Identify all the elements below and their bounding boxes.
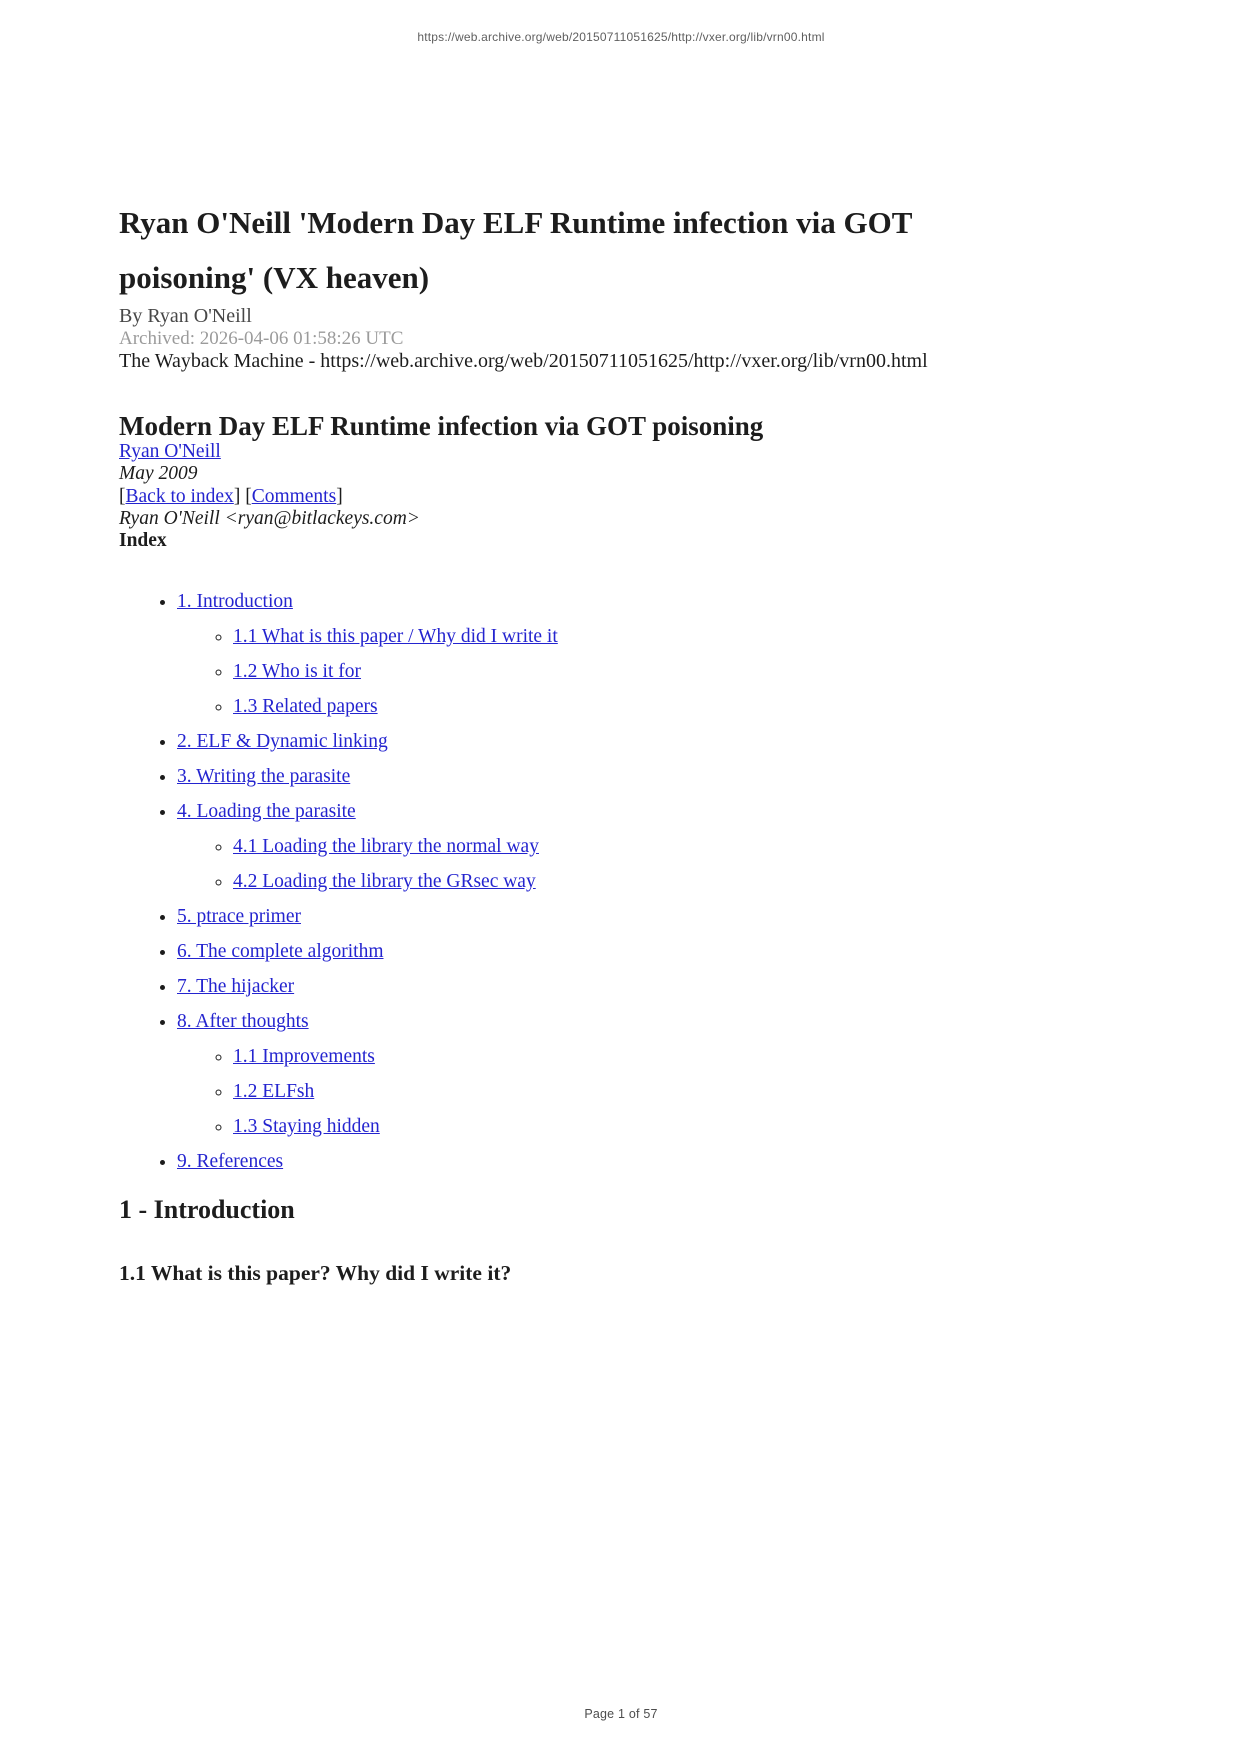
index-item (177, 905, 1023, 929)
index-sublist (177, 625, 1023, 719)
nav-links (119, 485, 1023, 508)
subsection-heading: 1.1 What is this paper? Why did I write it? (119, 1261, 512, 1285)
index-link[interactable]: 1.1 What is this paper / Why did I write it (233, 626, 558, 647)
bracket-open: [ (119, 486, 126, 507)
author-line (119, 441, 1023, 463)
index-subitem (233, 625, 1023, 649)
index-subitem (233, 695, 1023, 719)
index-link[interactable]: 1.3 Staying hidden (233, 1116, 380, 1137)
index-list (119, 590, 1023, 1174)
page-title (119, 195, 1023, 305)
index-item (177, 730, 1023, 754)
index-link[interactable]: 7. The hijacker (177, 976, 295, 997)
bracket-open: [ (245, 486, 252, 507)
index-item (177, 765, 1023, 789)
wayback-machine-line: The Wayback Machine - https://web.archive.org/web/20150711051625/http://vxer.org/lib/vrn00.html (119, 350, 928, 372)
index-link[interactable]: 6. The complete algorithm (177, 941, 384, 962)
publication-date: May 2009 (119, 463, 198, 484)
index-link[interactable]: 1.2 Who is it for (233, 661, 362, 682)
index-subitem (233, 1045, 1023, 1069)
bracket-close: ] (336, 486, 343, 507)
index-item (177, 940, 1023, 964)
back-to-index-link[interactable]: Back to index (125, 486, 234, 507)
index-subitem (233, 1115, 1023, 1139)
byline: By Ryan O'Neill (119, 305, 252, 327)
article-content (0, 195, 1242, 1285)
index-link[interactable]: 1. Introduction (177, 591, 293, 612)
index-subitem (233, 660, 1023, 684)
index-label: Index (119, 530, 167, 551)
page-number: Page 1 of 57 (584, 1707, 658, 1721)
index-subitem (233, 870, 1023, 894)
index-link[interactable]: 8. After thoughts (177, 1011, 309, 1032)
index-link[interactable]: 1.2 ELFsh (233, 1081, 315, 1102)
author-email-line: Ryan O'Neill <ryan@bitlackeys.com> (119, 508, 420, 529)
author-link[interactable]: Ryan O'Neill (119, 441, 221, 462)
index-subitem (233, 1080, 1023, 1104)
index-item (177, 590, 1023, 719)
index-link[interactable]: 4.1 Loading the library the normal way (233, 836, 539, 857)
index-link[interactable]: 4.2 Loading the library the GRsec way (233, 871, 536, 892)
index-item (177, 800, 1023, 894)
index-link[interactable]: 3. Writing the parasite (177, 766, 351, 787)
comments-link[interactable]: Comments (251, 486, 337, 507)
index-subitem (233, 835, 1023, 859)
archived-timestamp: Archived: 2026-04-06 01:58:26 UTC (119, 328, 404, 349)
article-heading: Modern Day ELF Runtime infection via GOT poisoning (119, 411, 764, 441)
page-title-line-2: poisoning' (VX heaven) (119, 260, 430, 295)
index-link[interactable]: 5. ptrace primer (177, 906, 301, 927)
page-title-line-1: Ryan O'Neill 'Modern Day ELF Runtime infection via GOT (119, 205, 913, 240)
index-link[interactable]: 2. ELF & Dynamic linking (177, 731, 388, 752)
bracket-close: ] (233, 486, 241, 507)
index-link[interactable]: 1.3 Related papers (233, 696, 378, 717)
print-header-url: https://web.archive.org/web/20150711051625/http://vxer.org/lib/vrn00.html (417, 30, 825, 44)
chapter-heading: 1 - Introduction (119, 1195, 295, 1224)
index-item (177, 1010, 1023, 1139)
index-link[interactable]: 9. References (177, 1151, 284, 1172)
index-sublist (177, 1045, 1023, 1139)
index-item (177, 975, 1023, 999)
index-item (177, 1150, 1023, 1174)
index-link[interactable]: 4. Loading the parasite (177, 801, 356, 822)
index-link[interactable]: 1.1 Improvements (233, 1046, 375, 1067)
index-sublist (177, 835, 1023, 894)
